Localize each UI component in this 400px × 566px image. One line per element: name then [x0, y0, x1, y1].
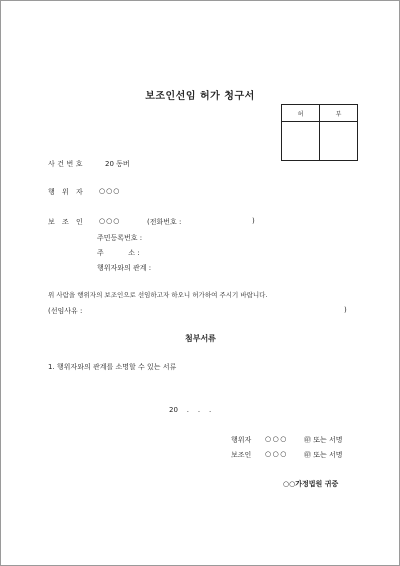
- phone-close: ): [252, 217, 255, 225]
- sign-actor-seal: ㊞ 또는 서명: [304, 436, 343, 444]
- court-name: ○○가정법원 귀중: [283, 480, 339, 488]
- address-label: 주 소 :: [97, 249, 140, 257]
- relation-label: 행위자와의 관계 :: [97, 264, 152, 272]
- assistant-label: 보 조 인: [48, 218, 86, 226]
- sign-assistant-seal: ㊞ 또는 서명: [304, 451, 343, 459]
- attachments-title: 첨부서류: [185, 334, 216, 343]
- sign-actor-name: ○○○: [265, 435, 288, 443]
- sign-actor-label: 행위자: [231, 436, 252, 444]
- approval-box: [281, 104, 358, 161]
- document-title: 보조인선임 허가 청구서: [145, 91, 255, 102]
- approval-cell-permit: [282, 122, 320, 161]
- attachment-item-1: 1. 행위자와의 관계를 소명할 수 있는 서류: [48, 363, 177, 371]
- assistant-name: ○○○: [99, 217, 121, 225]
- approval-header-permit: 허: [282, 105, 320, 122]
- case-number-value: 20 동버: [105, 160, 130, 168]
- actor-value: ○○○: [99, 187, 121, 195]
- request-text: 위 사람을 행위자의 보조인으로 선임하고자 하오니 허가하여 주시기 바랍니다.: [48, 291, 268, 299]
- rrn-label: 주민등록번호 :: [97, 234, 143, 242]
- date-line: 20 . . .: [169, 406, 212, 414]
- sign-assistant-name: ○○○: [265, 450, 288, 458]
- approval-cell-deny: [320, 122, 358, 161]
- case-number-label: 사건번호: [48, 160, 86, 168]
- actor-label: 행 위 자: [48, 188, 86, 196]
- approval-header-deny: 부: [320, 105, 358, 122]
- phone-label: (전화번호 :: [147, 218, 182, 226]
- sign-assistant-label: 보조인: [231, 451, 252, 459]
- reason-close: ): [344, 306, 347, 314]
- reason-label: (선임사유 :: [48, 307, 83, 315]
